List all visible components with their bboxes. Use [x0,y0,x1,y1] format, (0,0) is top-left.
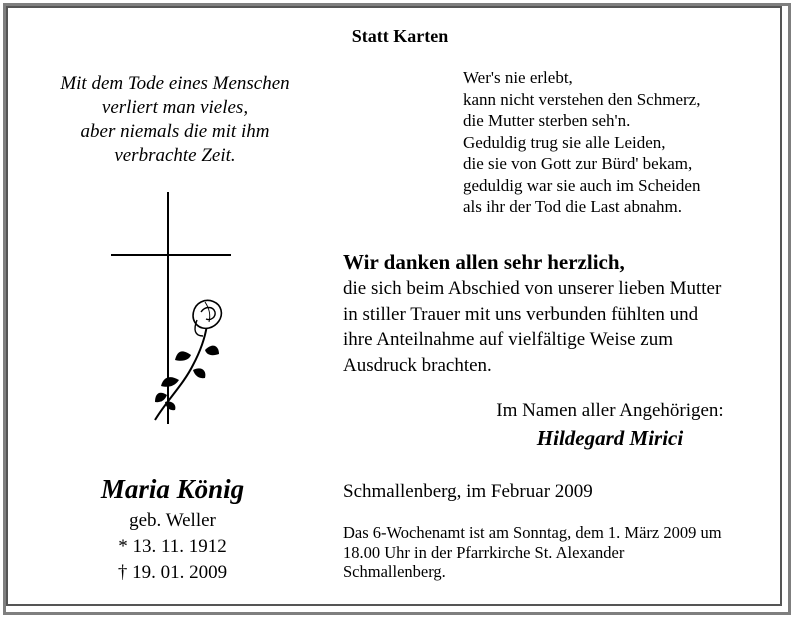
memorial-quote [30,72,320,168]
deceased-details [40,508,305,586]
quote-line: aber niemals die mit ihm [80,121,270,142]
poem-line: Geduldig trug sie alle Leiden, [463,132,666,152]
birth-date: * 13. 11. 1912 [118,536,227,557]
notice-line: Schmallenberg. [343,562,446,581]
birth-name: geb. Weller [129,510,216,531]
thanks-line: in stiller Trauer mit uns verbunden fühlten und [343,303,699,325]
poem [463,67,700,218]
poem-line: die Mutter sterben seh'n. [463,111,631,130]
cross-with-rose-icon [105,190,235,430]
poem-line: kann nicht verstehen den Schmerz, [463,89,701,109]
quote-line: verbrachte Zeit. [114,145,236,166]
page-title: Statt Karten [351,26,449,46]
signature-intro: Im Namen aller Angehörigen: [496,400,724,421]
signer-name: Hildegard Mirici [536,426,684,450]
thanks-heading: Wir danken allen sehr herzlich, [343,250,625,274]
poem-line: geduldig war sie auch im Scheiden [463,175,701,195]
deceased-name: Maria König [100,474,245,504]
thanks-line: ihre Anteilnahme auf vielfältige Weise zum [343,329,673,350]
mass-notice [343,523,722,582]
notice-line: Das 6-Wochenamt ist am Sonntag, dem 1. März 2009 um [343,523,722,542]
notice-line: 18.00 Uhr in der Pfarrkirche St. Alexander [343,542,625,562]
thanks-line: die sich beim Abschied von unserer lieben Mutter [343,278,722,299]
poem-line: Wer's nie erlebt, [463,68,573,87]
poem-line: die sie von Gott zur Bürd' bekam, [463,154,693,173]
place-and-date: Schmallenberg, im Februar 2009 [343,481,593,502]
quote-line: verliert man vieles, [101,97,249,118]
quote-line: Mit dem Tode eines Menschen [60,73,290,94]
death-date: † 19. 01. 2009 [117,562,228,583]
thanks-text [343,276,721,378]
poem-line: als ihr der Tod die Last abnahm. [463,197,682,216]
thanks-line: Ausdruck brachten. [343,354,492,376]
